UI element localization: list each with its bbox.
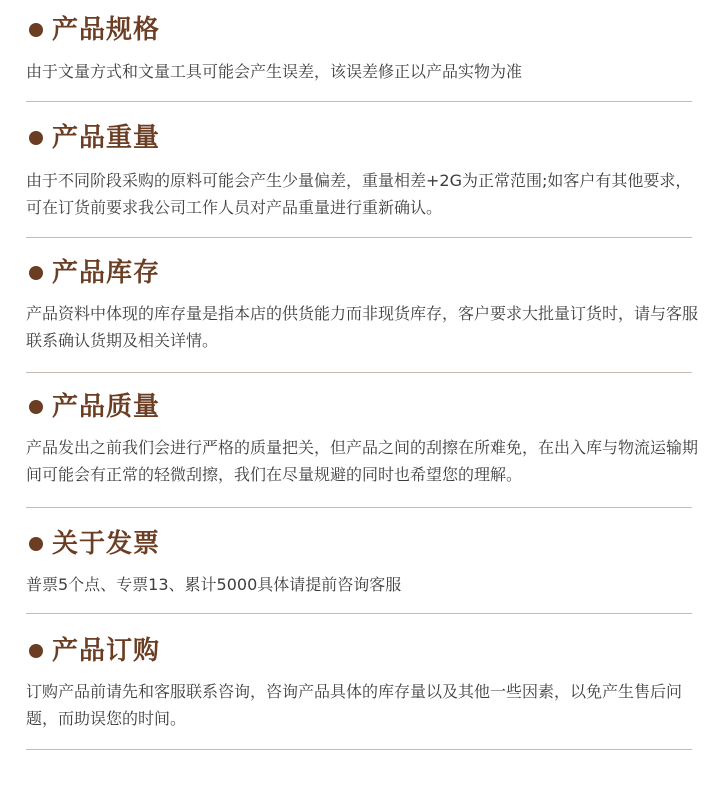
section-heading-spec <box>29 12 160 48</box>
bullet-dot-icon <box>29 266 43 280</box>
section-text: 产品资料中体现的库存量是指本店的供货能力而非现货库存，客户要求大批量订货时，请与客服联系确认货期及相关详情。 <box>26 304 699 350</box>
section-heading-weight <box>29 120 160 156</box>
section-title: 产品订购 <box>52 636 161 666</box>
section-title: 产品质量 <box>52 392 161 422</box>
bullet-dot-icon <box>29 537 43 551</box>
divider <box>26 372 692 373</box>
bullet-dot-icon <box>29 131 43 145</box>
section-text: 普票5个点、专票13、累计5000具体请提前咨询客服 <box>26 575 402 594</box>
bullet-dot-icon <box>29 400 43 414</box>
divider <box>26 101 692 102</box>
section-text: 由于文量方式和文量工具可能会产生误差，该误差修正以产品实物为准 <box>26 62 523 81</box>
divider <box>26 237 692 238</box>
section-title: 产品规格 <box>52 15 161 45</box>
bullet-dot-icon <box>29 644 43 658</box>
bullet-dot-icon <box>29 23 43 37</box>
section-text: 订购产品前请先和客服联系咨询，咨询产品具体的库存量以及其他一些因素，以免产生售后问题，而助误您的时间。 <box>26 682 683 728</box>
section-heading-stock <box>29 255 160 291</box>
section-title: 产品重量 <box>52 123 161 153</box>
section-text: 产品发出之前我们会进行严格的质量把关，但产品之间的刮擦在所难免，在出入库与物流运输期间可能会有正常的轻微刮擦，我们在尽量规避的同时也希望您的理解。 <box>26 438 699 484</box>
section-heading-quality <box>29 389 160 425</box>
divider <box>26 749 692 750</box>
section-title: 产品库存 <box>52 258 161 288</box>
divider <box>26 613 692 614</box>
section-text: 由于不同阶段采购的原料可能会产生少量偏差，重量相差+2G为正常范围;如客户有其他要求，可在订货前要求我公司工作人员对产品重量进行重新确认。 <box>26 171 692 217</box>
section-title: 关于发票 <box>52 529 161 559</box>
section-heading-invoice <box>29 526 160 562</box>
section-heading-order <box>29 633 160 669</box>
divider <box>26 507 692 508</box>
